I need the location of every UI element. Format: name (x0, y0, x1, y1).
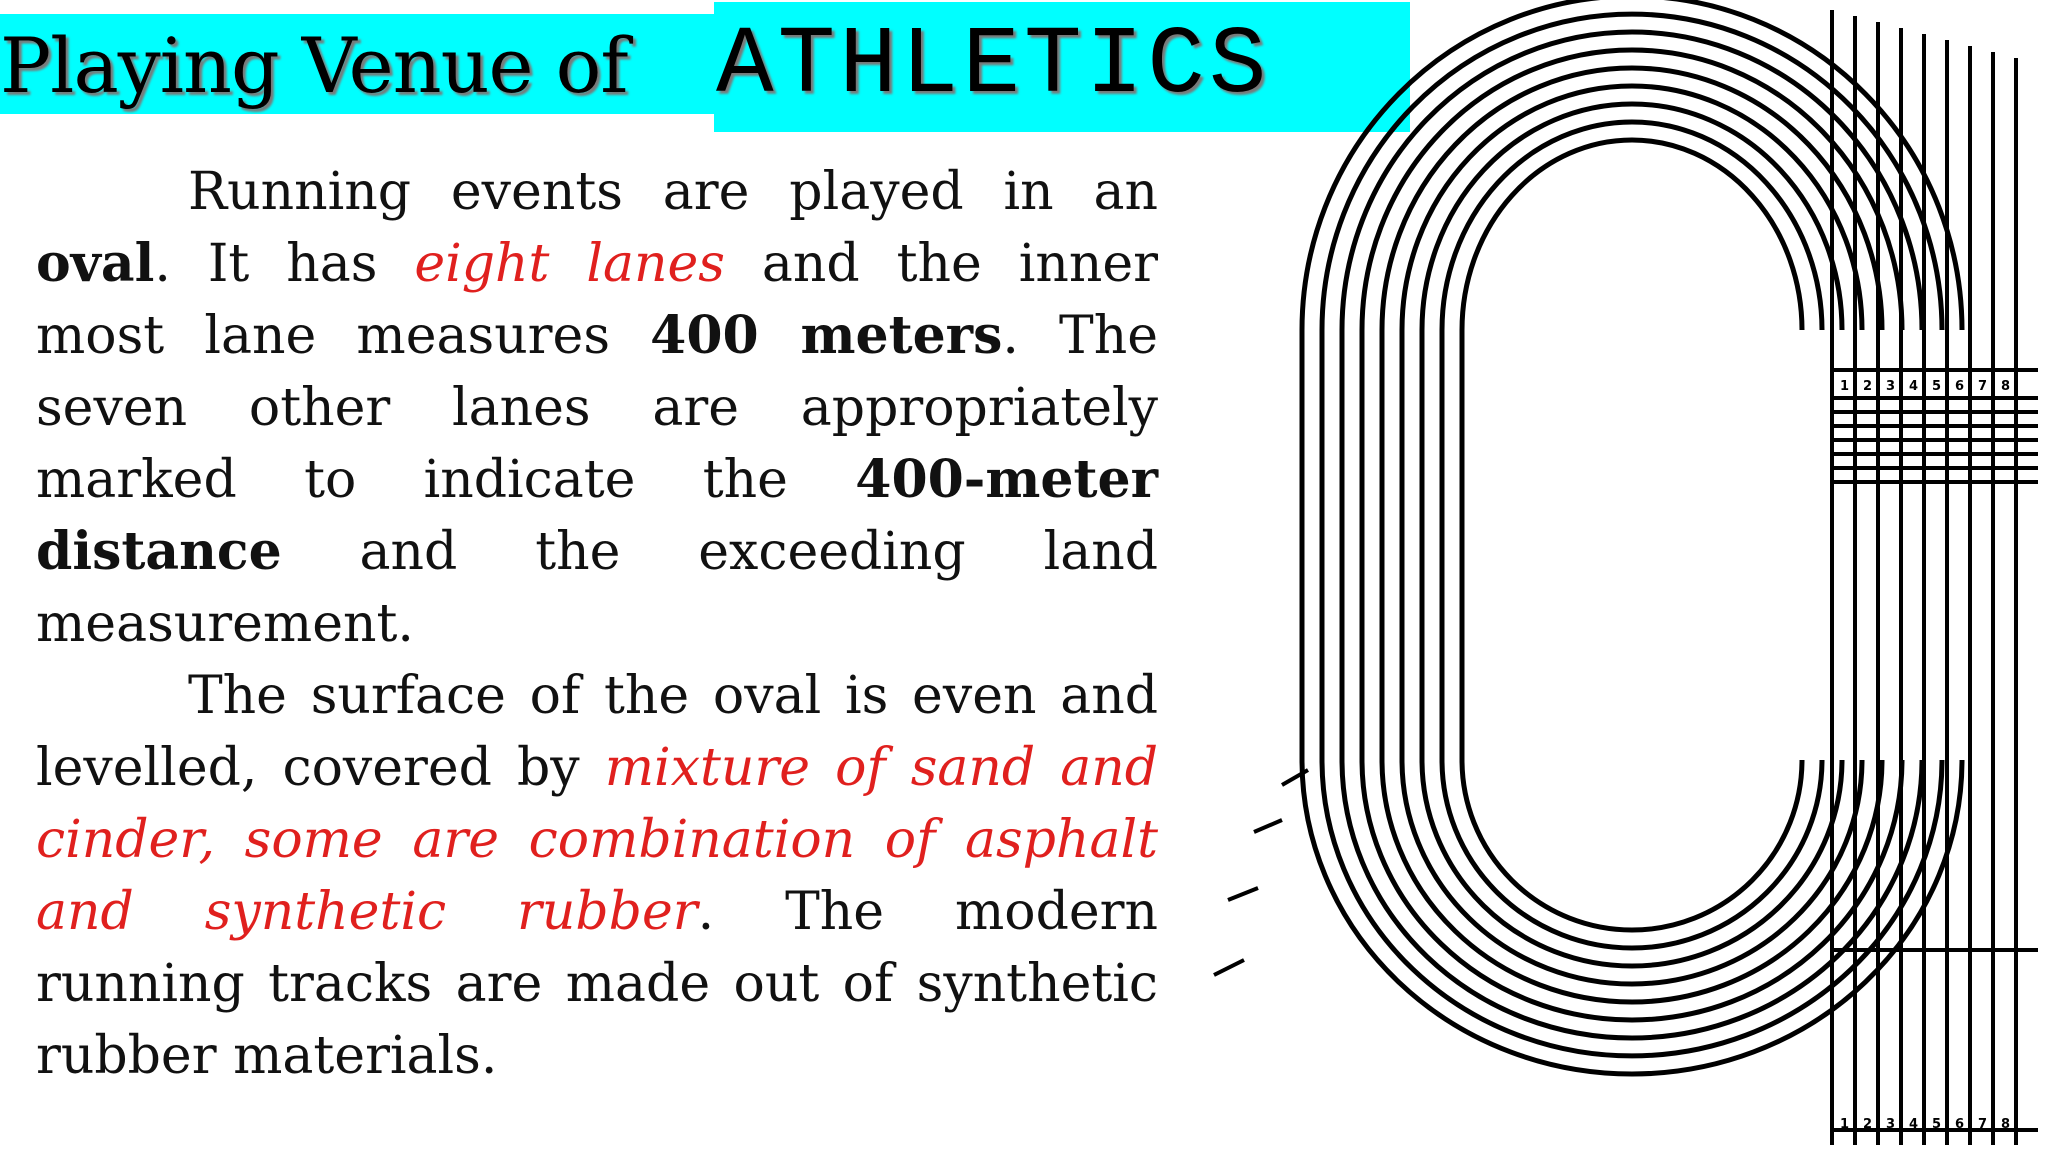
lane-number-7: 7 (1978, 1117, 1988, 1132)
text-segment: and the exceeding land measurement. (36, 522, 1158, 654)
paragraph-running-events (36, 156, 1158, 660)
text-segment: The surface of the oval is even and levelled, covered by (36, 666, 1158, 798)
lane-number-6: 6 (1955, 379, 1965, 394)
lane-number-5: 5 (1932, 1117, 1942, 1132)
lane-number-1: 1 (1840, 1117, 1850, 1132)
lane-line (1322, 14, 1942, 1056)
paragraph-surface (36, 660, 1158, 1092)
body-text (36, 156, 1158, 1092)
title-prefix: Playing Venue of (0, 21, 628, 110)
lane-number-3: 3 (1886, 1117, 1896, 1132)
text-segment: . The seven other lanes are appropriately marked to indicate the (36, 306, 1158, 510)
lane-number-5: 5 (1932, 379, 1942, 394)
bold-400-meter-distance: 400-meter distance (36, 449, 1158, 582)
lane-number-2: 2 (1863, 1117, 1873, 1132)
stagger-mark (1228, 888, 1258, 900)
stagger-mark (1214, 960, 1244, 975)
title-athletics: ATHLETICS (716, 11, 1271, 120)
highlight-surface-materials: mixture of sand and cinder, some are combination of asphalt and synthetic rubber (36, 738, 1159, 942)
lane-number-1: 1 (1840, 379, 1850, 394)
lane-number-4: 4 (1909, 379, 1919, 394)
text-segment: and the inner most lane measures (36, 234, 1158, 366)
lane-line (1462, 140, 1802, 930)
bold-oval: oval (36, 233, 155, 294)
lane-number-7: 7 (1978, 379, 1988, 394)
bold-400-meters: 400 meters (650, 305, 1003, 366)
lane-number-4: 4 (1909, 1117, 1919, 1132)
lane-number-8: 8 (2001, 1117, 2011, 1132)
lane-number-6: 6 (1955, 1117, 1965, 1132)
running-track-diagram (1200, 0, 2048, 1152)
lane-line (1342, 32, 1922, 1038)
track-lanes (1302, 0, 1965, 1074)
highlight-eight-lanes: eight lanes (414, 234, 725, 294)
text-segment: Running events are played in an (188, 162, 1158, 222)
lane-stagger-marks (1214, 770, 1308, 975)
text-segment: . It has (154, 234, 415, 294)
lane-line (1442, 122, 1822, 948)
lane-number-3: 3 (1886, 379, 1896, 394)
lane-number-2: 2 (1863, 379, 1873, 394)
text-segment: . The modern running tracks are made out of synthetic rubber materials. (36, 882, 1158, 1086)
stagger-mark (1254, 820, 1282, 832)
lane-number-8: 8 (2001, 379, 2011, 394)
